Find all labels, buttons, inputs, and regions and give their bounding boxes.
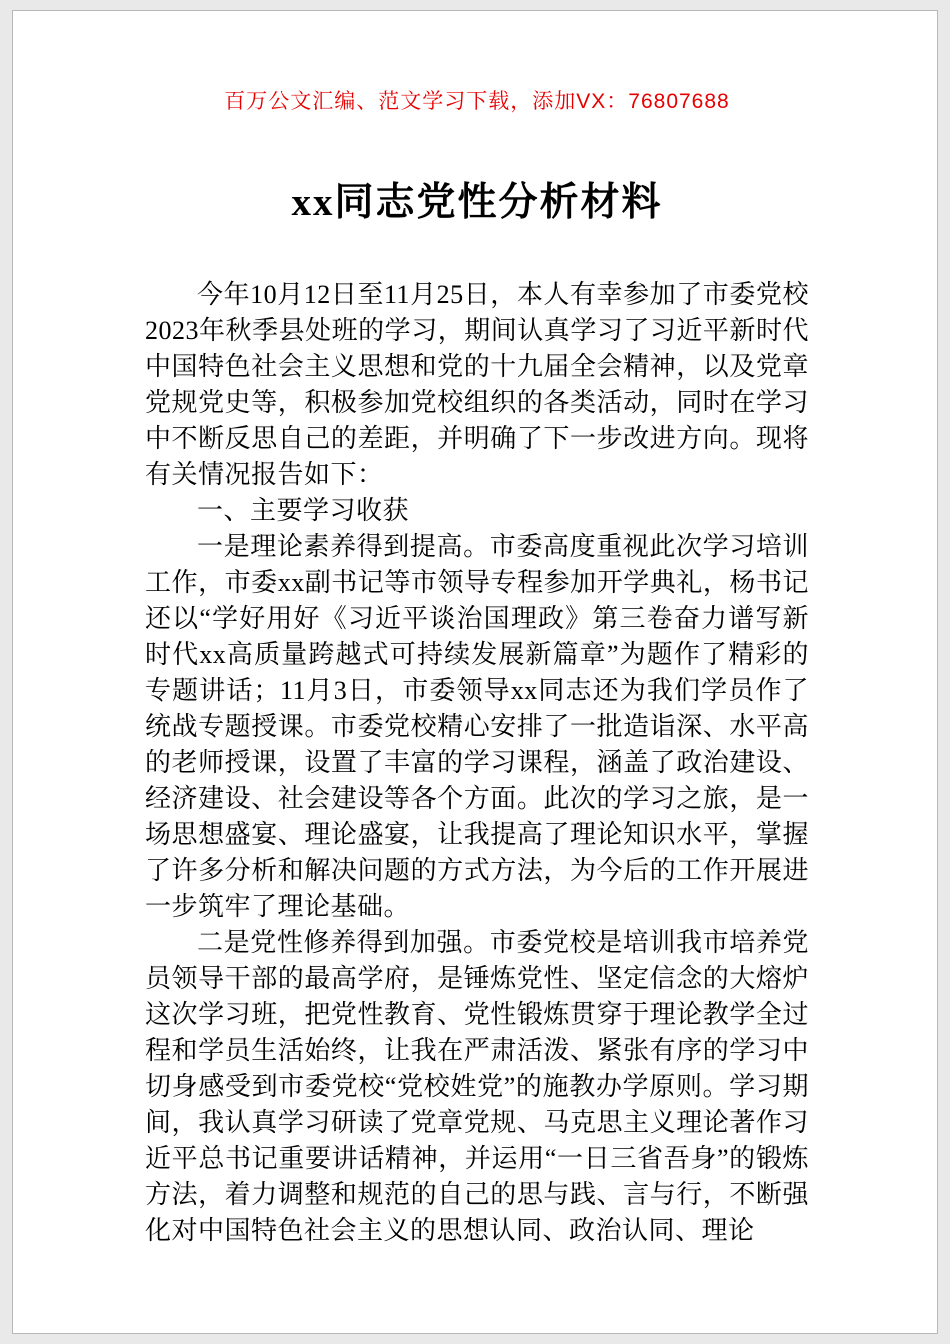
watermark-text: 百万公文汇编、范文学习下载，添加VX：76807688 bbox=[224, 90, 730, 113]
paragraph-party-spirit: 二是党性修养得到加强。市委党校是培训我市培养党员领导干部的最高学府，是锤炼党性、坚定信念的大熔炉这次学习班，把党性教育、党性锻炼贯穿于理论教学全过程和学员生活始终，让我在严肃活泼、紧张有序的学习中切身感受到市委党校“党校姓党”的施教办学原则。学习期间，我认真学习研读了党章党规、马克思主义理论著作习近平总书记重要讲话精神，并运用“一日三省吾身”的锻炼方法，着力调整和规范的自己的思与践、言与行，不断强化对中国特色社会主义的思想认同、政治认同、理论 bbox=[145, 928, 809, 1245]
document-page bbox=[12, 10, 938, 1334]
paragraph-theory-improvement: 一是理论素养得到提高。市委高度重视此次学习培训工作，市委xx副书记等市领导专程参加开学典礼，杨书记还以“学好用好《习近平谈治国理政》第三卷奋力谱写新时代xx高质量跨越式可持续发展新篇章”为题作了精彩的专题讲话；11月3日，市委领导xx同志还为我们学员作了统战专题授课。市委党校精心安排了一批造诣深、水平高的老师授课，设置了丰富的学习课程，涵盖了政治建设、经济建设、社会建设等各个方面。此次的学习之旅，是一场思想盛宴、理论盛宴，让我提高了理论知识水平，掌握了许多分析和解决问题的方式方法，为今后的工作开展进一步筑牢了理论基础。 bbox=[145, 532, 809, 921]
paragraph-intro: 今年10月12日至11月25日，本人有幸参加了市委党校2023年秋季县处班的学习，期间认真学习了习近平新时代中国特色社会主义思想和党的十九届全会精神，以及党章党规党史等，积极参加党校组织的各类活动，同时在学习中不断反思自己的差距，并明确了下一步改进方向。现将有关情况报告如下： bbox=[145, 280, 809, 489]
document-title: xx同志党性分析材料 bbox=[291, 181, 663, 224]
section-heading-main-gains: 一、主要学习收获 bbox=[197, 496, 410, 525]
